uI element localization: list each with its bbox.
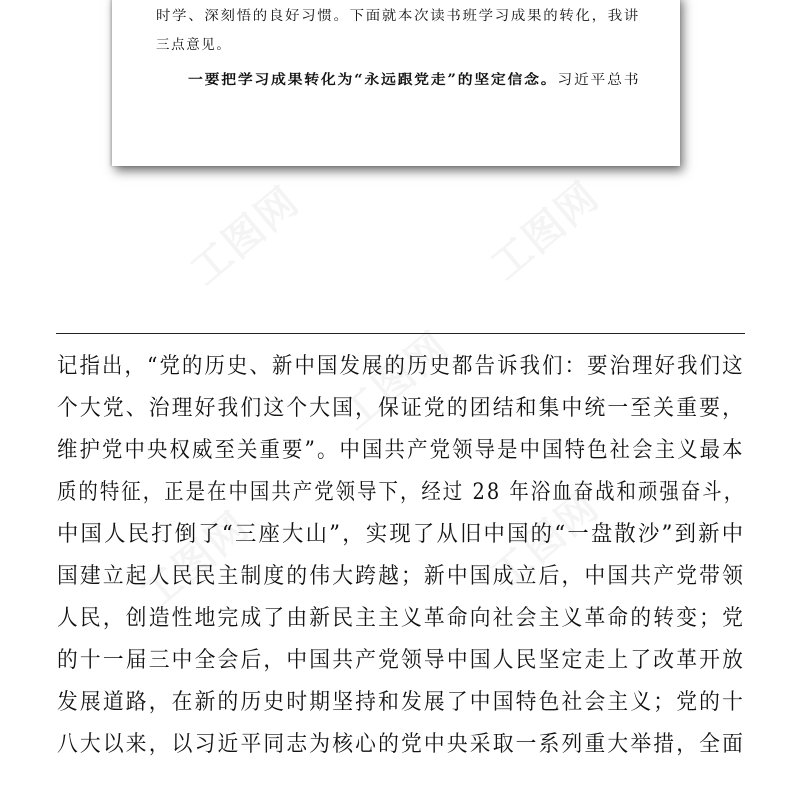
- page-divider: [56, 333, 745, 334]
- watermark: 工图网: [332, 323, 459, 440]
- body-text-line: 发展道路，在新的历史时期坚持和发展了中国特色社会主义；党的十: [57, 690, 746, 715]
- watermark: 工图网: [482, 483, 609, 600]
- body-text-line: 个大党、治理好我们这个大国，保证党的团结和集中统一至关重要，: [57, 396, 746, 421]
- body-text-line: 质的特征，正是在中国共产党领导下，经过 28 年浴血奋战和顽强奋斗，: [57, 480, 746, 505]
- watermark: 工图网: [182, 178, 309, 295]
- preview-text-line: 时学、深刻悟的良好习惯。下面就本次读书班学习成果的转化，我讲: [156, 8, 640, 24]
- preview-text-line: 三点意见。: [156, 37, 232, 53]
- watermark: 工图网: [132, 503, 259, 620]
- document-preview-card: [112, 0, 680, 166]
- body-text-line: 记指出，“党的历史、新中国发展的历史都告诉我们：要治理好我们这: [57, 354, 745, 379]
- preview-text-line: [188, 71, 640, 89]
- body-text-line: 维护党中央权威至关重要”。中国共产党领导是中国特色社会主义最本: [57, 438, 745, 463]
- watermark: 工图网: [482, 173, 609, 290]
- body-text-line: 的十一届三中全会后，中国共产党领导中国人民坚定走上了改革开放: [57, 648, 746, 673]
- body-text-line: 人民，创造性地完成了由新民主主义革命向社会主义革命的转变；党: [57, 606, 746, 631]
- body-text-line: 中国人民打倒了“三座大山”，实现了从旧中国的“一盘散沙”到新中: [57, 522, 746, 547]
- preview-bold-heading: 一要把学习成果转化为“永远跟党走”的坚定信念。: [188, 72, 558, 88]
- body-text-line: 国建立起人民民主制度的伟大跨越；新中国成立后，中国共产党带领: [57, 564, 746, 589]
- body-text-line: 八大以来，以习近平同志为核心的党中央采取一系列重大举措，全面: [57, 732, 746, 757]
- preview-text-continuation: 习近平总书: [557, 72, 641, 88]
